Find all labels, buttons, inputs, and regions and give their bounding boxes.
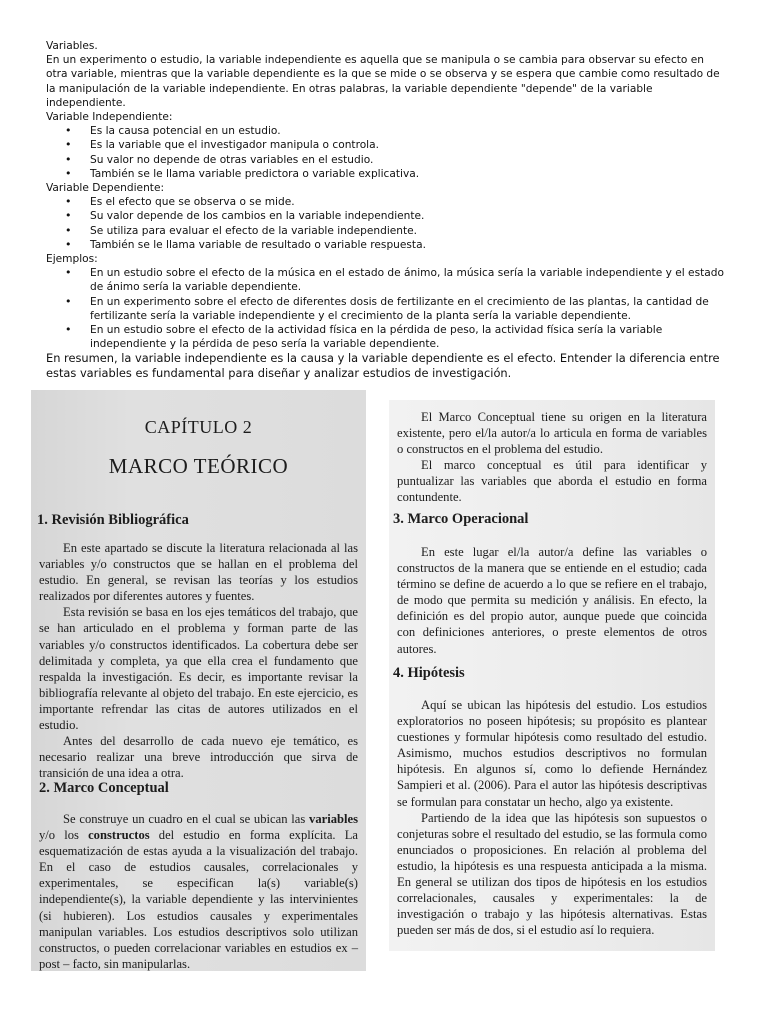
paragraph: En este lugar el/la autor/a define las variables o constructos de la manera que se entiende en el estudio; cada término se define de acuerdo a lo que se refiere en el trabajo, de modo que permita su medición y análisis. En efecto, la definición es del propio autor, aunque puede que coincida con definiciones anteriores, o preste elementos de otros autores. xyxy=(397,545,707,656)
text-run: Se construye un cuadro en el cual se ubican las xyxy=(63,812,310,826)
keyword-constructos: constructos xyxy=(88,828,150,843)
paragraph: Antes del desarrollo de cada nuevo eje temático, es necesario realizar una breve introducción que sirva de transición de una idea a otra. xyxy=(39,734,358,781)
list-item: • En un estudio sobre el efecto de la actividad física en la pérdida de peso, la actividad física sería la variable independiente y la pérdida de peso sería la variable dependiente. xyxy=(90,323,726,351)
section-heading-conceptual: 2. Marco Conceptual xyxy=(39,780,169,796)
list-item: • También se le llama variable de resultado o variable respuesta. xyxy=(90,238,726,252)
conceptual-continuation xyxy=(397,409,707,506)
section-body-hypothesis xyxy=(397,697,707,938)
list-item: • Su valor no depende de otras variables en el estudio. xyxy=(90,153,726,167)
examples-list xyxy=(46,266,726,351)
variables-note xyxy=(46,39,726,381)
section-heading-revision: 1. Revisión Bibliográfica xyxy=(37,512,189,528)
text-run: del estudio en forma explícita. La esquematización de estas ayuda a la visualización del trabajo. En el caso de estudios causales, correlacionales y experimentales, se especifican la(s) variable(s) independiente(s), la variable dependiente y las intervinientes (si hubieren). Los estudios causales y experimentales manipulan variables. Los estudios descriptivos solo utilizan constructos, o pueden correlacionar variables en estudios ex – post – facto, sin manipularlas. xyxy=(39,828,358,971)
keyword-variables: variables xyxy=(309,812,358,826)
paragraph: El marco conceptual es útil para identificar y puntualizar las variables que aborda el estudio en forma contundente. xyxy=(397,458,707,505)
list-item: • Es la variable que el investigador manipula o controla. xyxy=(90,138,726,152)
list-item: • También se le llama variable predictora o variable explicativa. xyxy=(90,167,726,181)
section-body-conceptual xyxy=(39,811,358,971)
paragraph: En este apartado se discute la literatura relacionada al las variables y/o constructos que se hallan en el problema del estudio. En general, se revisan las teorías y los estudios realizados por diferentes autores y fuentes. xyxy=(39,541,358,604)
chapter-title: MARCO TEÓRICO xyxy=(108,454,289,478)
chapter-number: CAPÍTULO 2 xyxy=(144,417,253,437)
section-heading-operational: 3. Marco Operacional xyxy=(393,511,529,527)
list-item: • En un estudio sobre el efecto de la música en el estado de ánimo, la música sería la variable independiente y el estado de ánimo sería la variable dependiente. xyxy=(90,266,726,294)
independent-list xyxy=(46,124,726,181)
paragraph: Esta revisión se basa en los ejes temáticos del trabajo, que se han articulado en el problema y forman parte de las variables y/o constructos identificados. La cobertura debe ser delimitada y completa, ya que ella crea el fundamento que respalda la investigación. Es decir, es importante revisar la bibliografía relevante al objeto del trabajo. En este ejercicio, es importante refrendar las citas de autores utilizados en el estudio. xyxy=(39,605,358,733)
examples-title: Ejemplos: xyxy=(46,253,98,266)
note-summary: En resumen, la variable independiente es la causa y la variable dependiente es el efecto. Entender la diferencia entre estas variables es fundamental para diseñar y analizar estudios de investigación. xyxy=(46,351,720,381)
list-item: • Es la causa potencial en un estudio. xyxy=(90,124,726,138)
text-run: y/o los xyxy=(39,828,89,843)
dependent-list xyxy=(46,195,726,252)
dependent-title: Variable Dependiente: xyxy=(46,182,165,195)
section-body-revision xyxy=(39,540,358,781)
book-page-right xyxy=(389,400,715,951)
list-item: • Es el efecto que se observa o se mide. xyxy=(90,195,726,209)
paragraph: Partiendo de la idea que las hipótesis son supuestos o conjeturas sobre el resultado del estudio, se las formula como enunciados o proposiciones. En relación al problema del estudio, la hipótesis es una respuesta anticipada a la misma. En general se utilizan dos tipos de hipótesis en los estudios correlacionales, causales y experimentales: la de investigación o trabajo y las hipótesis alternativas. Estas pueden ser más de dos, si el estudio así lo requiera. xyxy=(397,810,707,938)
list-item: • Su valor depende de los cambios en la variable independiente. xyxy=(90,209,726,223)
list-item: • Se utiliza para evaluar el efecto de la variable independiente. xyxy=(90,224,726,238)
list-item: • En un experimento sobre el efecto de diferentes dosis de fertilizante en el crecimiento de las plantas, la cantidad de fertilizante sería la variable independiente y el crecimiento de la planta sería la variable dependiente. xyxy=(90,295,726,323)
book-page-left xyxy=(31,390,366,971)
note-intro: En un experimento o estudio, la variable independiente es aquella que se manipula o se cambia para observar su efecto en otra variable, mientras que la variable dependiente es la que se mide o se observa y se espera que cambie como resultado de la manipulación de la variable independiente. En otras palabras, la variable dependiente "depende" de la variable independiente. xyxy=(46,54,720,109)
note-heading: Variables. xyxy=(46,40,98,52)
paragraph: Aquí se ubican las hipótesis del estudio. Los estudios exploratorios no poseen hipótesis; su propósito es plantear cuestiones y formular hipótesis como resultado del estudio. Asimismo, muchos estudios descriptivos no formulan hipótesis. En algunos sí, como lo defiende Hernández Sampieri et al. (2006). Para el autor las hipótesis descriptivas se formulan para constatar un hecho, algo ya existente. xyxy=(397,698,707,809)
section-heading-hypothesis: 4. Hipótesis xyxy=(393,665,465,681)
independent-title: Variable Independiente: xyxy=(46,111,173,124)
paragraph: El Marco Conceptual tiene su origen en la literatura existente, pero el/la autor/a lo articula en forma de variables o constructos en el problema del estudio. xyxy=(397,410,707,457)
section-body-operational xyxy=(397,544,707,657)
paragraph xyxy=(39,811,358,971)
